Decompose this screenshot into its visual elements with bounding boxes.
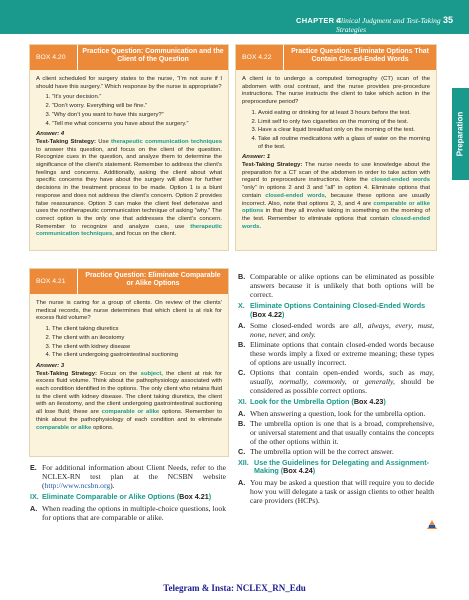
closed-ended-word-only: only. — [301, 330, 316, 340]
chapter-title: Clinical Judgment and Test-Taking Strategies — [336, 16, 441, 34]
strategy-part: “only” in options 2 and 3 and “all” in option 4. Eliminate options that contain — [242, 185, 430, 199]
priority-triangle-icon-band — [429, 525, 435, 528]
section-side-tab — [452, 88, 469, 180]
item-text: should be considered as possible correct options. — [250, 377, 435, 396]
strategy-label: Test-Taking Strategy: — [36, 370, 97, 377]
box-4-22 — [235, 44, 437, 251]
section-title: Use the Guidelines for Delegating and Assignment-Making ( — [254, 457, 430, 476]
outline-item-xii-a — [238, 478, 434, 505]
item-letter: B. — [238, 340, 246, 350]
strategy-keyword: therapeutic communication techniques — [111, 138, 222, 145]
question-stem: The nurse is caring for a group of clients. On review of the clients’ medical records, the nurse determines that which client is at risk for excess fluid volume? — [36, 300, 222, 322]
option-item: 3. Have a clear liquid breakfast only on the morning of the test. — [258, 127, 430, 135]
outline-item-xi-a — [238, 409, 434, 418]
question-stem: A client is to undergo a computed tomography (CT) scan of the abdomen with oral contrast, and the nurse provides pre-procedure instructions. The nurse instructs the client to take which action in the preprocedure period? — [242, 76, 430, 106]
box-4-20 — [29, 44, 229, 251]
outline-item-xi-b — [238, 419, 434, 446]
item-text: When reading the options in multiple-choice questions, look for options that are comparable or alike. — [42, 503, 226, 522]
item-letter: A. — [30, 503, 38, 513]
box-body — [36, 76, 222, 242]
outline-item-e — [30, 463, 226, 490]
item-letter: B. — [238, 418, 246, 428]
item-letter: B. — [238, 272, 246, 281]
section-heading-x — [238, 302, 434, 319]
option-item: 3. “Why don’t you want to have this surgery?” — [52, 112, 222, 120]
option-list — [36, 326, 222, 360]
section-title: Look for the Umbrella Option ( — [250, 397, 354, 407]
section-title: Eliminate Options Containing Closed-Ended Words ( — [250, 301, 426, 319]
option-item: 3. The client with kidney disease — [52, 344, 222, 352]
option-item: 2. “Don’t worry. Everything will be fine.” — [52, 103, 222, 111]
closed-ended-words: all, always, every, must, none, never, — [250, 321, 434, 340]
strategy-keyword: therapeutic communication techniques, — [36, 223, 222, 238]
section-numeral: IX. — [30, 492, 39, 501]
option-item: 4. The client undergoing gastrointestinal suctioning — [52, 352, 222, 360]
section-numeral: XII. — [238, 457, 249, 467]
section-heading-ix — [30, 493, 226, 502]
strategy-part: options. — [91, 424, 114, 431]
outline-item-x-c — [238, 368, 434, 395]
item-letter: A. — [238, 321, 246, 331]
item-letter: C. — [238, 446, 246, 456]
strategy-part: Use — [96, 138, 112, 145]
section-title: Eliminate Comparable or Alike Options ( — [42, 492, 180, 501]
box-reference: Box 4.22 — [252, 309, 282, 319]
strategy-part: to answer this question, and focus on the client of the question. Recognize cues in the question, and analyze them to determine the significance of the client’s statement. Remember to address the client’s feelings and concerns. Additionally, asking the client about what specific concerns they have about the surgery will allow for further decisions in the treatment process to be made. Option 1 is a blunt response and does not address the client’s concern. Option 2 provides false reassurance. Option 3 can make the client feel defensive and uses the nontherapeutic communication technique of asking “why.” The correct option is the only one that addresses the client’s concern. Remember to recognize and analyze cues, use — [36, 146, 222, 230]
strategy-keyword: closed-ended words. — [242, 215, 430, 230]
section-title-close: ) — [383, 397, 386, 407]
item-text: The umbrella option will be the correct answer. — [250, 446, 394, 456]
answer-label: Answer: 1 — [242, 154, 271, 161]
option-item: 1. “It’s your decision.” — [52, 94, 222, 102]
section-title-close: ) — [208, 492, 212, 501]
box-4-21 — [29, 268, 229, 457]
open-ended-word-generally: generally, — [364, 377, 395, 387]
option-item: 2. The client with an ileostomy — [52, 335, 222, 343]
section-heading-xi — [238, 398, 434, 407]
option-list — [242, 110, 430, 152]
outline-item-x-a — [238, 321, 434, 339]
strategy-keyword: comparable or alike — [101, 409, 160, 416]
answer-label: Answer: 4 — [36, 131, 65, 138]
outline-item-x-b — [238, 340, 434, 367]
strategy-text — [36, 371, 222, 433]
strategy-keyword: comparable or alike — [36, 424, 92, 431]
chapter-label: CHAPTER 4 — [296, 16, 342, 25]
section-heading-xii — [238, 459, 434, 476]
box-title: Practice Question: Eliminate Options That Contain Closed-Ended Words — [291, 48, 429, 64]
option-item: 4. “Tell me what concerns you have about the surgery.” — [52, 121, 222, 129]
item-text: and — [286, 330, 302, 340]
ncsbn-link[interactable]: http://www.ncsbn.org — [44, 481, 111, 490]
strategy-text — [242, 162, 430, 231]
item-letter: A. — [238, 408, 246, 418]
item-text: When answering a question, look for the umbrella option. — [250, 408, 426, 418]
strategy-label: Test-Taking Strategy: — [36, 138, 96, 145]
strategy-keyword: comparable or alike options — [242, 200, 430, 215]
strategy-part: and focus on the client. — [113, 231, 177, 238]
question-stem: A client scheduled for surgery states to the nurse, “I’m not sure if I should have this surgery.” Which response by the nurse is appropriate? — [36, 76, 222, 90]
right-column-text — [238, 272, 434, 506]
page-number: 35 — [443, 15, 454, 25]
strategy-text — [36, 139, 222, 239]
open-ended-words: may, usually, normally, commonly, — [250, 368, 434, 387]
item-text: You may be asked a question that will require you to decide how you will delegate a task or assign clients to other health care providers (HCPs). — [250, 477, 434, 505]
page-header — [0, 0, 469, 34]
strategy-part: options. Remember to think about the pathophysiology of each condition and to eliminate — [36, 409, 222, 423]
box-reference: Box 4.23 — [353, 397, 384, 407]
item-text: Some closed-ended words are — [250, 321, 354, 331]
box-number: BOX 4.21 — [30, 269, 78, 294]
footer-watermark: Telegram & Insta: NCLEX_RN_Edu — [163, 583, 306, 593]
strategy-part: The nurse needs to use knowledge about the preparation for a CT scan of the abdomen in order to take action with regard to preprocedure instructions. Note the — [242, 162, 430, 184]
outline-item-a — [30, 504, 226, 522]
item-text: Comparable or alike options can be eliminated as possible answers because it is unlikely that both options will be correct. — [250, 272, 434, 299]
box-number: BOX 4.22 — [236, 45, 284, 70]
box-number: BOX 4.20 — [30, 45, 78, 70]
strategy-part: because these options are usually incorrect. Also, note that options 2, 3, and 4 are — [242, 192, 430, 207]
box-body — [36, 300, 222, 435]
item-text: ). — [110, 481, 115, 490]
strategy-keyword: closed-ended words — [371, 177, 430, 184]
section-title-close: ) — [281, 309, 285, 319]
outline-item-xi-c — [238, 447, 434, 456]
item-text: Eliminate options that contain closed-ended words because these words imply a fixed or extreme meaning; these types of options are usually incorrect. — [250, 340, 434, 368]
option-item: 1. The client taking diuretics — [52, 326, 222, 334]
strategy-part: Focus on the — [96, 370, 141, 377]
outline-item-b — [238, 272, 434, 299]
item-text: For additional information about Client Needs, refer to the NCLEX-RN test plan at the NCSBN website ( — [42, 463, 226, 490]
answer-label: Answer: 3 — [36, 362, 65, 369]
left-column-text — [30, 463, 226, 523]
option-list — [36, 94, 222, 128]
item-text: Options that contain open-ended words, such as — [250, 368, 420, 378]
box-title: Practice Question: Communication and the Client of the Question — [82, 48, 224, 64]
side-tab-label: Preparation — [455, 111, 465, 157]
strategy-keyword: closed-ended words, — [265, 192, 327, 199]
option-item: 4. Take all routine medications with a glass of water on the morning of the test. — [258, 136, 430, 151]
box-title: Practice Question: Eliminate Comparable or Alike Options — [85, 272, 221, 288]
box-reference: Box 4.24 — [283, 466, 313, 476]
item-letter: C. — [238, 368, 246, 378]
option-item: 1. Avoid eating or drinking for at least 3 hours before the test. — [258, 110, 430, 118]
option-item: 2. Limit self to only two cigarettes on the morning of the test. — [258, 119, 430, 127]
strategy-part: the client at risk for excess fluid volume. Think about the pathophysiology associated with each condition identified in the options. The only client who retains fluid is the client with kidney disease. The client taking diuretics, the client with an ileostomy, and the client undergoing gastrointestinal suctioning all lose fluid; these are — [36, 370, 222, 416]
strategy-keyword: subject, — [140, 370, 163, 377]
section-numeral: X. — [238, 301, 245, 310]
strategy-part: in that they all involve taking in something on the morning of the test. Remember to eliminate options that contain — [242, 208, 430, 222]
item-text: The umbrella option is one that is a broad, comprehensive, or universal statement and that usually contains the concepts of the other options within it. — [250, 418, 434, 446]
item-letter: E. — [30, 463, 37, 472]
box-reference: Box 4.21 — [179, 492, 209, 501]
item-letter: A. — [238, 477, 246, 487]
section-numeral: XI. — [238, 397, 247, 407]
box-body — [242, 76, 430, 234]
section-title-close: ) — [312, 466, 316, 476]
strategy-label: Test-Taking Strategy: — [242, 162, 303, 169]
item-text: or — [346, 377, 365, 387]
